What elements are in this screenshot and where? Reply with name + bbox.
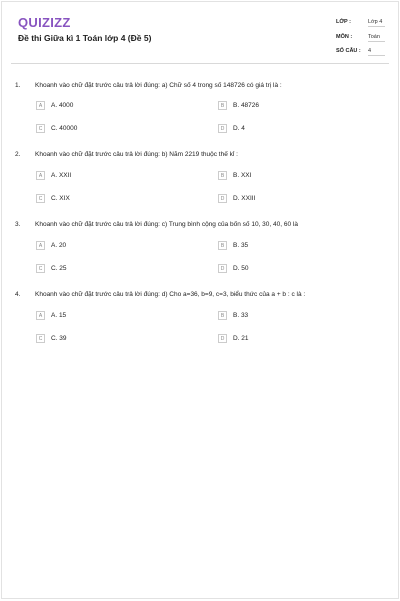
option-text: B. XXI bbox=[233, 172, 252, 179]
option-letter-box: C bbox=[36, 334, 45, 343]
answer-option-c[interactable] bbox=[36, 264, 67, 273]
worksheet-title: Đề thi Giữa kì 1 Toán lớp 4 (Đề 5) bbox=[18, 33, 152, 43]
answer-option-a[interactable] bbox=[36, 241, 66, 250]
answer-option-b[interactable] bbox=[218, 241, 248, 250]
meta-label-grade: LỚP : bbox=[336, 19, 351, 25]
option-text: B. 33 bbox=[233, 312, 249, 319]
meta-label-question-count: SỐ CÂU : bbox=[336, 48, 361, 54]
question-text: Khoanh vào chữ đặt trước câu trả lời đúng: d) Cho a=36, b=9, c=3, biểu thức của a + b : c là : bbox=[35, 291, 306, 298]
option-letter-box: B bbox=[218, 171, 227, 180]
answer-option-b[interactable] bbox=[218, 311, 248, 320]
answer-option-c[interactable] bbox=[36, 194, 70, 203]
option-letter-box: A bbox=[36, 241, 45, 250]
option-text: C. 39 bbox=[51, 335, 67, 342]
option-letter-box: C bbox=[36, 194, 45, 203]
option-text: C. 40000 bbox=[51, 125, 78, 132]
header-divider bbox=[11, 63, 389, 64]
meta-value-subject: Toán bbox=[368, 34, 385, 42]
quizizz-logo: QUIZIZZ bbox=[18, 15, 71, 30]
option-text: A. 4000 bbox=[51, 102, 74, 109]
answer-option-a[interactable] bbox=[36, 101, 73, 110]
option-text: A. 20 bbox=[51, 242, 67, 249]
question-number: 4. bbox=[15, 291, 21, 298]
meta-value-question-count: 4 bbox=[368, 48, 385, 56]
option-text: C. 25 bbox=[51, 265, 67, 272]
meta-value-grade: Lớp 4 bbox=[368, 19, 385, 27]
option-letter-box: D bbox=[218, 334, 227, 343]
option-text: D. XXIII bbox=[233, 195, 256, 202]
answer-option-c[interactable] bbox=[36, 334, 67, 343]
option-letter-box: B bbox=[218, 241, 227, 250]
answer-option-d[interactable] bbox=[218, 264, 249, 273]
option-text: D. 50 bbox=[233, 265, 249, 272]
option-text: D. 4 bbox=[233, 125, 245, 132]
question-number: 1. bbox=[15, 82, 21, 89]
option-text: B. 48726 bbox=[233, 102, 260, 109]
answer-option-b[interactable] bbox=[218, 171, 251, 180]
answer-option-d[interactable] bbox=[218, 194, 255, 203]
option-text: A. XXII bbox=[51, 172, 72, 179]
option-text: B. 35 bbox=[233, 242, 249, 249]
question-text: Khoanh vào chữ đặt trước câu trả lời đúng: a) Chữ số 4 trong số 148726 có giá trị là : bbox=[35, 82, 282, 89]
option-letter-box: D bbox=[218, 124, 227, 133]
option-letter-box: B bbox=[218, 101, 227, 110]
option-letter-box: A bbox=[36, 171, 45, 180]
question-number: 2. bbox=[15, 151, 21, 158]
option-letter-box: A bbox=[36, 311, 45, 320]
option-text: A. 15 bbox=[51, 312, 67, 319]
question-number: 3. bbox=[15, 221, 21, 228]
answer-option-d[interactable] bbox=[218, 334, 249, 343]
answer-option-c[interactable] bbox=[36, 124, 77, 133]
option-letter-box: C bbox=[36, 124, 45, 133]
answer-option-a[interactable] bbox=[36, 171, 71, 180]
option-letter-box: D bbox=[218, 264, 227, 273]
question-text: Khoanh vào chữ đặt trước câu trả lời đúng: c) Trung bình cộng của bốn số 10, 30, 40, 60 là bbox=[35, 221, 298, 228]
worksheet-page bbox=[1, 1, 399, 599]
answer-option-d[interactable] bbox=[218, 124, 245, 133]
option-letter-box: B bbox=[218, 311, 227, 320]
answer-option-a[interactable] bbox=[36, 311, 66, 320]
option-letter-box: A bbox=[36, 101, 45, 110]
option-letter-box: D bbox=[218, 194, 227, 203]
option-text: D. 21 bbox=[233, 335, 249, 342]
meta-label-subject: MÔN : bbox=[336, 34, 353, 40]
option-text: C. XIX bbox=[51, 195, 70, 202]
question-text: Khoanh vào chữ đặt trước câu trả lời đúng: b) Năm 2219 thuộc thế kỉ : bbox=[35, 151, 238, 158]
option-letter-box: C bbox=[36, 264, 45, 273]
answer-option-b[interactable] bbox=[218, 101, 259, 110]
